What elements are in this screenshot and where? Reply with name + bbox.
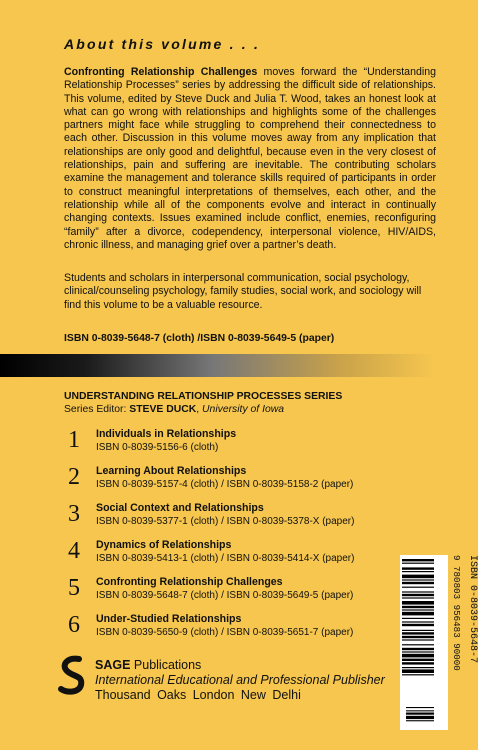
audience-paragraph: Students and scholars in interpersonal communication, social psychology, clinical/counseling psychology, family studies, social work, and sociology will find this volume to be a valuable resource. [64,272,422,311]
series-title: UNDERSTANDING RELATIONSHIP PROCESSES SERIES [64,391,343,402]
publisher-cities: Thousand Oaks London New Delhi [95,688,301,702]
volume-title: Confronting Relationship Challenges [96,576,283,588]
series-volume-item [64,462,394,499]
barcode-icon [400,555,448,730]
about-heading: About this volume . . . [64,36,261,52]
publisher-tagline: International Educational and Professional Publisher [95,673,385,687]
publisher-name [95,658,201,672]
book-isbn: ISBN 0-8039-5648-7 (cloth) /ISBN 0-8039-5649-5 (paper) [64,333,335,344]
book-title-inline: Confronting Relationship Challenges [64,66,258,78]
barcode-isbn: ISBN 0-8039-5648-7 [467,555,478,664]
volume-isbn: ISBN 0-8039-5648-7 (cloth) / ISBN 0-8039-5649-5 (paper) [96,590,354,601]
volume-title: Under-Studied Relationships [96,613,242,625]
volume-isbn: ISBN 0-8039-5650-9 (cloth) / ISBN 0-8039-5651-7 (paper) [96,627,354,638]
volume-number: 5 [68,575,80,601]
volume-number: 2 [68,464,80,490]
volume-number: 1 [68,427,80,453]
description-text: moves forward the “Understanding Relationship Processes” series by addressing the difficult side of relationships. This volume, edited by Steve Duck and Julia T. Wood, takes an honest look at what can go wrong with relationships and highlights some of the challenges partners might face while struggling to comprehend their connectedness to each other. Discussion in this volume moves away from any implication that relationships are only good and delightful, because even in the very closest of relationships, pain and suffering are inevitable. The contributing scholars examine the management and tolerance skills required of participants in order to construct meaningful interpretations of themselves, each other, and the relationship while all of the components evolve and interact in continually changing contexts. Issues examined include conflict, enemies, reconfiguring “family” after a divorce, codependency, interpersonal violence, HIV/AIDS, chronic illness, and managing grief over a partner’s death. [64,66,436,251]
volume-isbn: ISBN 0-8039-5413-1 (cloth) / ISBN 0-8039-5414-X (paper) [96,553,355,564]
series-volume-item [64,610,394,647]
description-paragraph [64,66,436,252]
barcode-digits: 9 780803 956483 90000 [451,555,462,671]
publisher-sage: SAGE [95,658,131,672]
series-volume-list [64,425,394,647]
series-volume-item [64,536,394,573]
series-editor [64,404,284,415]
barcode-bars [400,555,448,730]
series-volume-item [64,573,394,610]
publisher-name-rest: Publications [130,658,202,672]
volume-title: Dynamics of Relationships [96,539,232,551]
volume-number: 4 [68,538,80,564]
series-editor-name: STEVE DUCK [129,404,197,415]
sage-logo-icon [57,655,89,695]
volume-number: 3 [68,501,80,527]
series-volume-item [64,425,394,462]
volume-isbn: ISBN 0-8039-5157-4 (cloth) / ISBN 0-8039-5158-2 (paper) [96,479,354,490]
volume-isbn: ISBN 0-8039-5156-6 (cloth) [96,442,219,453]
volume-title: Learning About Relationships [96,465,247,477]
series-editor-comma: , [196,404,203,415]
volume-number: 6 [68,612,80,638]
volume-isbn: ISBN 0-8039-5377-1 (cloth) / ISBN 0-8039-5378-X (paper) [96,516,355,527]
volume-title: Social Context and Relationships [96,502,264,514]
series-editor-label: Series Editor: [64,404,130,415]
series-editor-affiliation: University of Iowa [202,404,285,415]
gradient-divider-band [0,354,472,377]
volume-title: Individuals in Relationships [96,428,237,440]
series-volume-item [64,499,394,536]
